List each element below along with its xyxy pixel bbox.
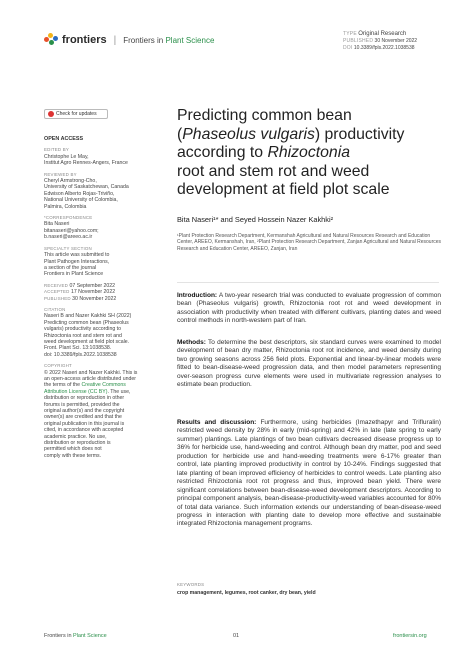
- frontiers-logo-icon: [44, 33, 58, 47]
- reviewer-line: National University of Colombia,: [44, 197, 118, 204]
- copyright-line: distribution or reproduction in other: [44, 395, 125, 402]
- copyright-line: academic practice. No use,: [44, 433, 107, 440]
- abstract-introduction: Introduction: A two-year research trial was conducted to evaluate progression of common bean (Phaseolus vulgaris) growth, Rhizoctonia root rot and weed development in association with productivity when treated with different cultivars, planting dates and weed control methods in north-western part of Iran.: [177, 292, 441, 325]
- copyright-line: cited, in accordance with accepted: [44, 427, 124, 434]
- copyright-line: distribution or reproduction is: [44, 440, 111, 447]
- copyright-line: an open-access article distributed under: [44, 376, 136, 382]
- journal-name: Frontiers in Plant Science: [123, 35, 215, 45]
- article-title: Predicting common bean (Phaseolus vulgaris) productivity according to Rhizoctonia root and stem rot and weed development at field plot scale: [177, 107, 405, 198]
- copyright-line: original author(s) and the copyright: [44, 408, 125, 415]
- check-for-updates-button[interactable]: Check for updates: [44, 109, 108, 119]
- edited-by-heading: EDITED BY: [44, 147, 69, 153]
- section-line: This article was submitted to: [44, 252, 110, 259]
- cc-license-link[interactable]: Creative Commons: [81, 382, 126, 389]
- reviewer-line: Cheryl Armstrong-Cho,: [44, 178, 97, 185]
- copyright-heading: COPYRIGHT: [44, 363, 72, 369]
- reviewed-by-heading: REVIEWED BY: [44, 171, 77, 177]
- keywords: crop management, legumes, root canker, dry bean, yield: [177, 590, 316, 596]
- correspondence-line: Bita Naseri: [44, 221, 70, 228]
- update-icon: [48, 111, 54, 117]
- copyright-line: forums is permitted, provided the: [44, 401, 120, 408]
- correspondence-email[interactable]: bitanaseri@yahoo.com;: [44, 227, 99, 234]
- affiliations: ¹Plant Protection Research Department, Kermanshah Agricultural and Natural Resources Research and Education Center, AREEO, Kermanshah, Iran, ²Plant Protection Research Department, Zanjan Agricultural and Natural Resources Research and Education Center, AREEO, Zanjan, Iran: [177, 233, 442, 252]
- abstract-results: Results and discussion: Furthermore, using herbicides (Imazethapyr and Trifluralin) restricted weed density by 28% in early (mid-spring) and 42% in late (late spring to early summer) plantings. Late plantings of two bean cultivars decreased disease progress up to 36% for herbicide use, hand-weeding and control. Although bean dry matter, pod and seed production for herbicide use and hand-weeding treatments were 6-17% greater than control, late planting improved productivity in control by 10-24%. Findings suggested that late planting of bean improved efficiency of herbicides to control weeds. Late planting also restricted Rhizoctonia root rot progress and thus, improved bean yield. There were significant correlations between bean-disease-weed development descriptors. According to principal component analysis, bean-disease-productivity-weed variables accounted for 80% of total data variance. Such information extends our understanding of bean-disease-weed progress in interaction with planting date to develop more effective and sustainable integrated Rhizoctonia management programs.: [177, 419, 441, 528]
- citation-line: Naseri B and Nazer Kakhki SH (2022): [44, 313, 132, 320]
- logo-text: frontiers: [62, 34, 107, 46]
- abstract-methods: Methods: To determine the best descriptors, six standard curves were examined to model development of bean dry matter, Rhizoctonia root rot incidence, and weed density during two growing seasons across 256 field plots. Exponential and linear-by-linear models were fitted to bean-disease-weed progression data, and then model parameters representing over-season progress curve elements were used in multivariate regression analyses to estimate bean production.: [177, 339, 441, 389]
- divider: [177, 282, 439, 283]
- citation-line: Rhizoctonia root and stem rot and: [44, 332, 122, 339]
- citation-line: Predicting common bean (Phaseolus: [44, 319, 129, 326]
- citation-doi[interactable]: doi: 10.3389/fpls.2022.1038538: [44, 351, 117, 358]
- cc-license-link[interactable]: Attribution License (CC BY): [44, 388, 108, 395]
- reviewer-line: University of Saskatchewan, Canada: [44, 184, 129, 191]
- article-meta: TYPE Original Research PUBLISHED 30 November 2022 DOI 10.3389/fpls.2022.1038538: [343, 31, 418, 51]
- copyright-line: owner(s) are credited and that the: [44, 414, 122, 421]
- author-list: Bita Naseri¹* and Seyed Hossein Nazer Kakhki²: [177, 215, 334, 224]
- specialty-section-heading: SPECIALTY SECTION: [44, 245, 92, 251]
- keywords-heading: KEYWORDS: [177, 582, 205, 587]
- correspondence-heading: *CORRESPONDENCE: [44, 215, 93, 221]
- dates: RECEIVED 07 September 2022 ACCEPTED 17 November 2022 PUBLISHED 30 November 2022: [44, 282, 117, 302]
- copyright-line: permitted which does not: [44, 446, 102, 453]
- sidebar: [44, 136, 160, 459]
- citation-line: weed development at field plot scale.: [44, 338, 130, 345]
- reviewer-line: Edwison Alberto Rojas-Triviño,: [44, 190, 115, 197]
- section-line: Plant Pathogen Interactions,: [44, 258, 110, 265]
- citation-line: vulgaris) productivity according to: [44, 326, 121, 333]
- copyright-line: original publication in this journal is: [44, 420, 125, 427]
- editor-line: Institut Agro Rennes-Angers, France: [44, 160, 128, 167]
- editor-line: Christophe Le May,: [44, 153, 89, 160]
- journal-header: [44, 33, 214, 47]
- footer-journal: Frontiers in Plant Science: [44, 633, 107, 639]
- citation-line: Front. Plant Sci. 13:1038538.: [44, 345, 112, 352]
- reviewer-line: Palmira, Colombia: [44, 203, 87, 210]
- copyright-line: Attribution License (CC BY). The use,: [44, 388, 131, 395]
- section-line: a section of the journal: [44, 264, 97, 271]
- section-line: Frontiers in Plant Science: [44, 271, 104, 278]
- copyright-line: the terms of the Creative Commons: [44, 382, 126, 389]
- open-access-label: OPEN ACCESS: [44, 136, 84, 142]
- correspondence-email[interactable]: b.naseri@areeo.ac.ir: [44, 234, 93, 241]
- header-separator: |: [113, 34, 117, 46]
- footer-site-link[interactable]: frontiersin.org: [393, 633, 427, 639]
- page-number: 01: [233, 633, 240, 639]
- copyright-line: comply with these terms.: [44, 452, 102, 459]
- citation-heading: CITATION: [44, 306, 66, 312]
- copyright-line: © 2022 Naseri and Nazer Kakhki. This is: [44, 369, 138, 376]
